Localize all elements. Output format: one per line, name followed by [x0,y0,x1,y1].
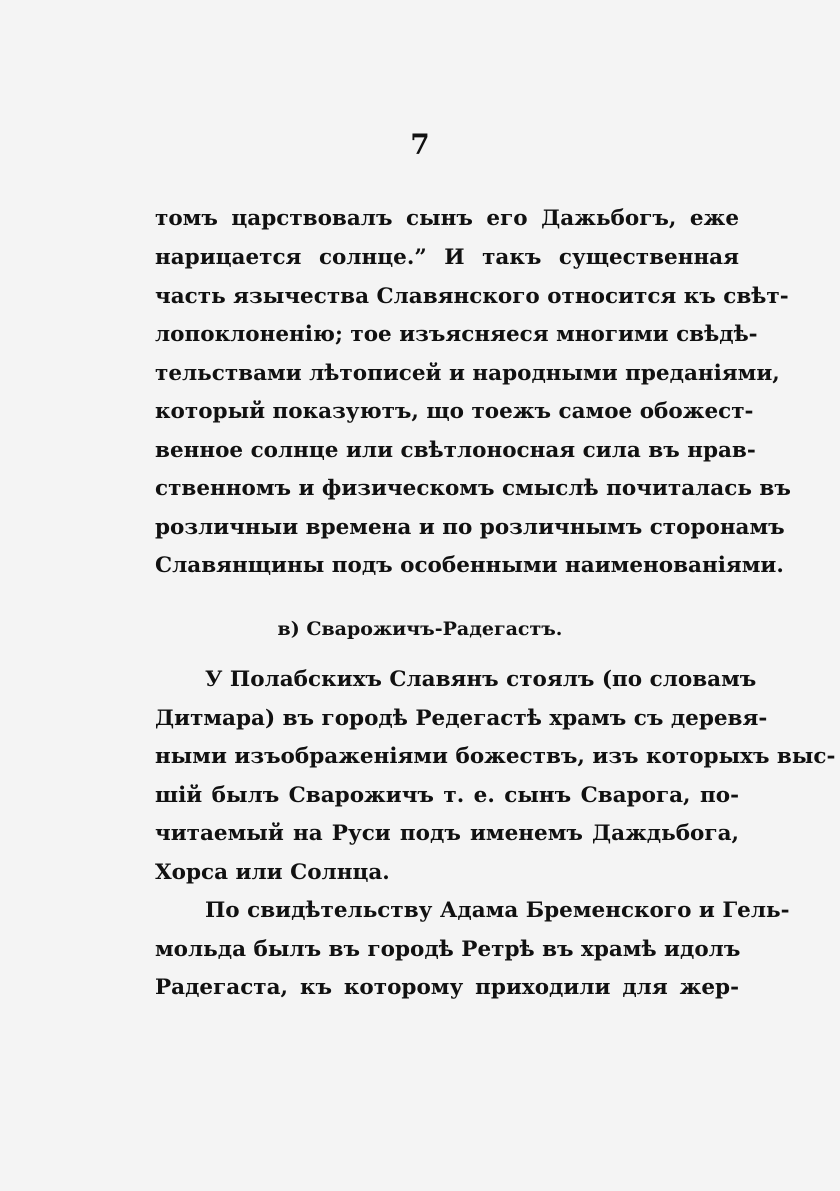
text-line: Дитмара) въ городѣ Редегастѣ храмъ съ деревя- [155,706,768,731]
text-line: Хорса или Солнца. [155,860,390,885]
text-line: розличныи времена и по розличнымъ сторонамъ [155,515,785,540]
text-line: томъ царствовалъ сынъ его Дажьбогъ, еже [155,206,739,231]
text-line: читаемый на Руси подъ именемъ Даждьбога, [155,821,739,846]
section-heading: в) Сварожичъ-Радегастъ. [277,618,563,640]
text-line: У Полабскихъ Славянъ стоялъ (по словамъ [205,667,757,692]
text-line: ными изъображеніями божествъ, изъ которыхъ выс- [155,744,836,769]
text-line: нарицается солнце.” И такъ существенная [155,245,739,270]
text-line: шій былъ Сварожичъ т. е. сынъ Сварога, по- [155,783,739,808]
text-line: который показуютъ, що тоежъ самое обожест- [155,399,754,424]
page-number: 7 [410,128,430,161]
text-line: Радегаста, къ которому приходили для жер- [155,975,739,1000]
text-line: Славянщины подъ особенными наименованіями. [155,553,784,578]
text-line: часть язычества Славянского относится къ свѣт- [155,284,789,309]
text-line: тельствами лѣтописей и народными преданіями, [155,361,780,386]
text-line: ственномъ и физическомъ смыслѣ почиталась въ [155,476,791,501]
text-line: лопоклоненію; тое изъясняеся многими свѣдѣ- [155,322,758,347]
text-line: венное солнце или свѣтлоносная сила въ нрав- [155,438,756,463]
text-line: По свидѣтельству Адама Бременского и Гель- [205,898,790,923]
text-line: мольда былъ въ городѣ Ретрѣ въ храмѣ идолъ [155,937,741,962]
